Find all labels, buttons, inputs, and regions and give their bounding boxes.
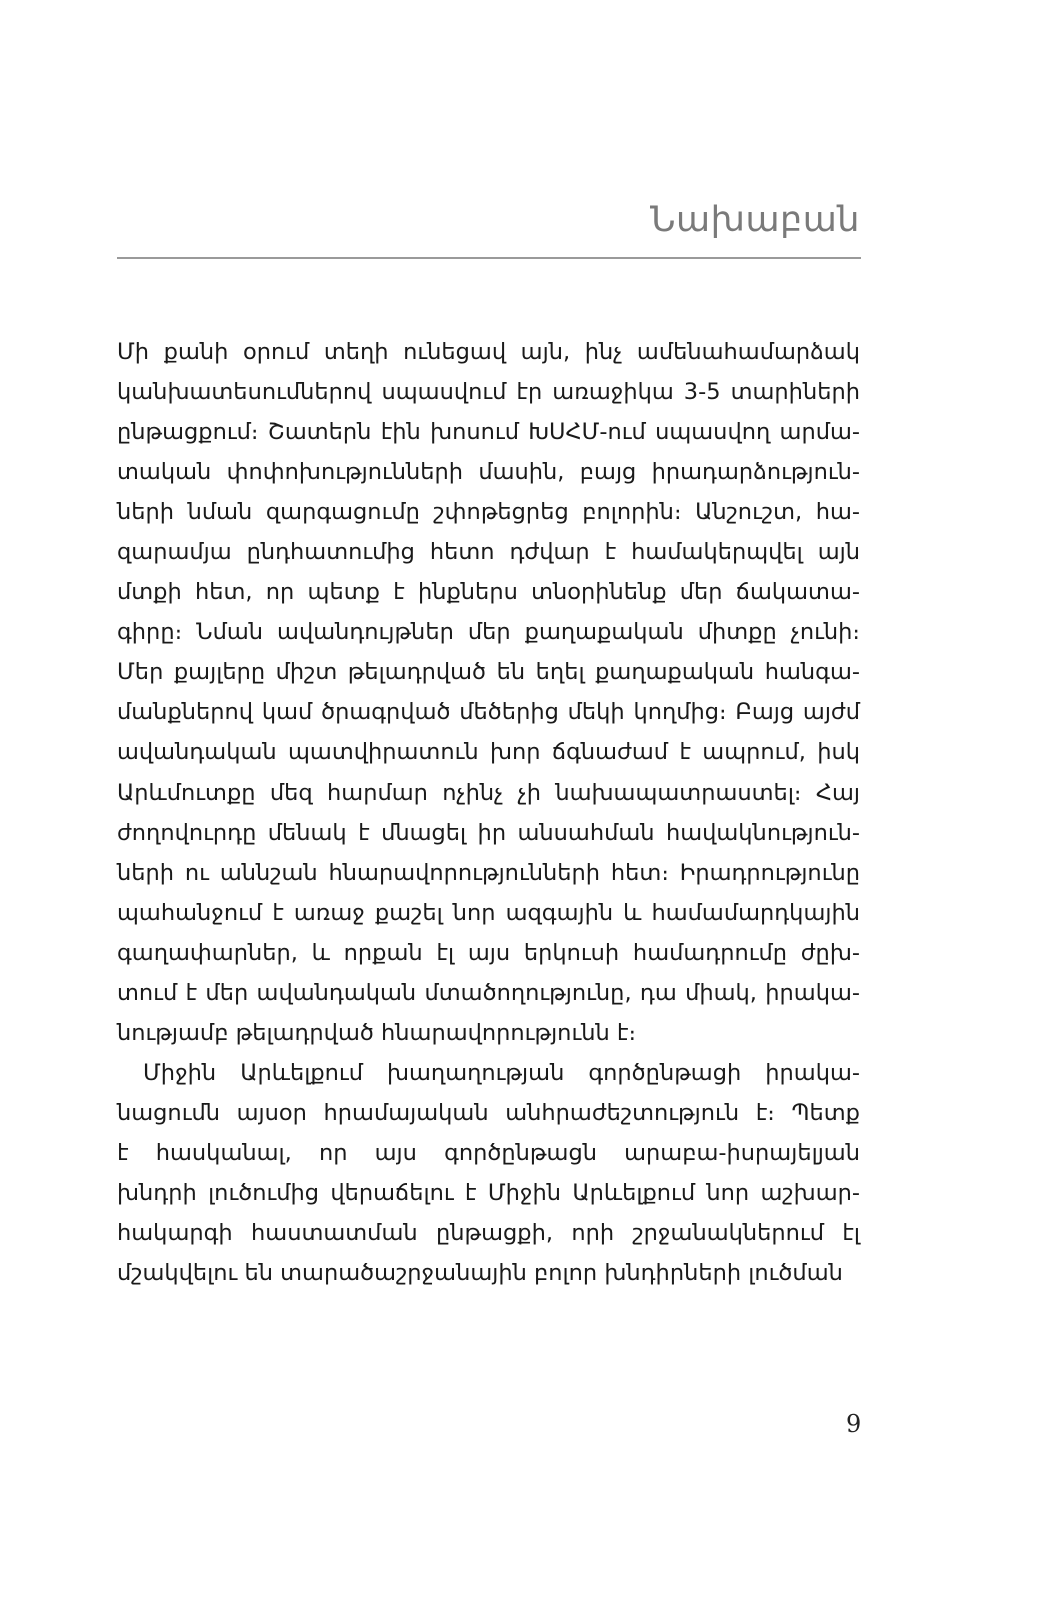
text-line: Միջին Արևելքում խաղաղության գործընթացի իրակա-	[143, 1059, 860, 1086]
text-line: տում է մեր ավանդական մտածողությունը, դա միակ, իրակա-	[117, 979, 860, 1006]
text-line: է հասկանալ, որ այս գործընթացն արաբա-իսրայելյան	[117, 1139, 860, 1166]
text-line: հակարգի հաստատման ընթացքի, որի շրջանակներում էլ	[117, 1220, 860, 1247]
text-line: պահանջում է առաջ քաշել նոր ազգային և համամարդկային	[117, 899, 860, 926]
text-line: տական փոփոխությունների մասին, բայց իրադարձություն-	[117, 459, 860, 486]
text-line: գիրը։ Նման ավանդույթներ մեր քաղաքական միտքը չունի։	[117, 619, 860, 646]
text-line: մտքի հետ, որ պետք է ինքներս տնօրինենք մեր ճակատա-	[117, 579, 860, 606]
title-divider	[117, 257, 861, 259]
text-line: ների նման զարգացումը շփոթեցրեց բոլորին։ Անշուշտ, հա-	[117, 499, 860, 526]
text-line: Մի քանի օրում տեղի ունեցավ այն, ինչ ամենահամարձակ	[117, 339, 860, 365]
text-line: Արևմուտքը մեզ հարմար ոչինչ չի նախապատրաստել։ Հայ	[117, 779, 860, 806]
body-text	[117, 332, 860, 1293]
text-line: մշակվելու են տարածաշրջանային բոլոր խնդիրների լուծման	[117, 1260, 843, 1287]
text-line: գաղափարներ, և որքան էլ այս երկուսի համադրումը ժըխ-	[117, 939, 860, 966]
text-line: զարամյա ընդհատումից հետո դժվար է համակերպվել այն	[117, 539, 860, 566]
text-line: Մեր քայլերը միշտ թելադրված են եղել քաղաքական հանգա-	[117, 659, 860, 686]
text-line: մանքներով կամ ծրագրված մեծերից մեկի կողմից։ Բայց այժմ	[117, 699, 860, 726]
text-line: խնդրի լուծումից վերաճելու է Միջին Արևելքում նոր աշխար-	[117, 1179, 860, 1206]
text-line: ների ու աննշան հնարավորությունների հետ։ Իրադրությունը	[117, 859, 860, 886]
text-line: ընթացքում։ Շատերն էին խոսում ԽՍՀՄ-ում սպասվող արմա-	[117, 419, 860, 446]
text-line: նացումն այսօր հրամայական անհրաժեշտություն է։ Պետք	[117, 1099, 860, 1126]
chapter-title: Նախաբան	[650, 200, 860, 240]
text-line: ժողովուրդը մենակ է մնացել իր անսահման հավակնություն-	[117, 819, 860, 846]
text-line: ավանդական պատվիրատուն խոր ճգնաժամ է ապրում, իսկ	[117, 739, 860, 766]
page-number: 9	[846, 1410, 862, 1438]
text-line: նությամբ թելադրված հնարավորությունն է։	[117, 1019, 637, 1046]
text-line: կանխատեսումներով սպասվում էր առաջիկա 3-5 տարիների	[117, 379, 860, 406]
